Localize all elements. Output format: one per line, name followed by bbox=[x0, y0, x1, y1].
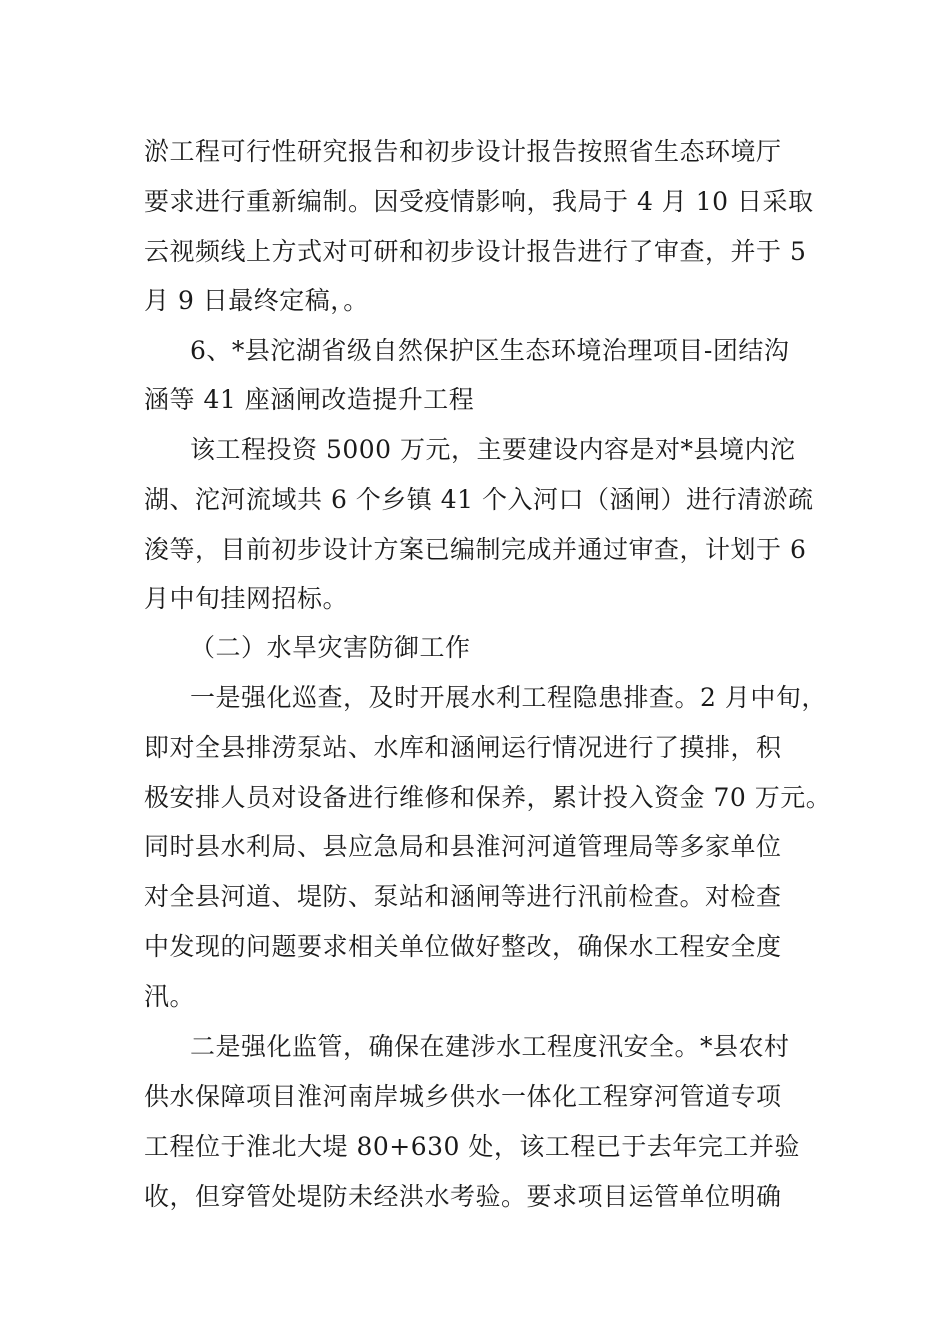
text-line: 收，但穿管处堤防未经洪水考验。要求项目运管单位明确 bbox=[144, 1182, 782, 1211]
text-line: 该工程投资 5000 万元，主要建设内容是对*县境内沱 bbox=[190, 435, 796, 464]
text-line: 汛。 bbox=[144, 982, 196, 1011]
text-line: 中发现的问题要求相关单位做好整改，确保水工程安全度 bbox=[144, 932, 782, 961]
subsection-heading: （二）水旱灾害防御工作 bbox=[190, 633, 471, 662]
text-line: 一是强化巡查，及时开展水利工程隐患排查。2 月中旬， bbox=[190, 683, 827, 712]
section-heading-continued: 涵等 41 座涵闸改造提升工程 bbox=[144, 385, 475, 414]
text-line: 对全县河道、堤防、泵站和涵闸等进行汛前检查。对检查 bbox=[144, 882, 782, 911]
section-heading: 6、*县沱湖省级自然保护区生态环境治理项目-团结沟 bbox=[190, 336, 790, 365]
text-line: 淤工程可行性研究报告和初步设计报告按照省生态环境厅 bbox=[144, 137, 782, 166]
text-line: 即对全县排涝泵站、水库和涵闸运行情况进行了摸排，积 bbox=[144, 733, 782, 762]
text-line: 同时县水利局、县应急局和县淮河河道管理局等多家单位 bbox=[144, 832, 782, 861]
text-line: 云视频线上方式对可研和初步设计报告进行了审查，并于 5 bbox=[144, 237, 807, 266]
text-line: 月 9 日最终定稿，。 bbox=[144, 286, 369, 315]
text-line: 湖、沱河流域共 6 个乡镇 41 个入河口（涵闸）进行清淤疏 bbox=[144, 485, 814, 514]
text-line: 要求进行重新编制。因受疫情影响，我局于 4 月 10 日采取 bbox=[144, 187, 814, 216]
text-line: 极安排人员对设备进行维修和保养，累计投入资金 70 万元。 bbox=[144, 783, 832, 812]
text-line: 浚等，目前初步设计方案已编制完成并通过审查，计划于 6 bbox=[144, 535, 807, 564]
text-line: 月中旬挂网招标。 bbox=[144, 584, 349, 613]
text-line: 供水保障项目淮河南岸城乡供水一体化工程穿河管道专项 bbox=[144, 1082, 782, 1111]
text-line: 二是强化监管，确保在建涉水工程度汛安全。*县农村 bbox=[190, 1032, 790, 1061]
text-line: 工程位于淮北大堤 80+630 处，该工程已于去年完工并验 bbox=[144, 1132, 800, 1161]
